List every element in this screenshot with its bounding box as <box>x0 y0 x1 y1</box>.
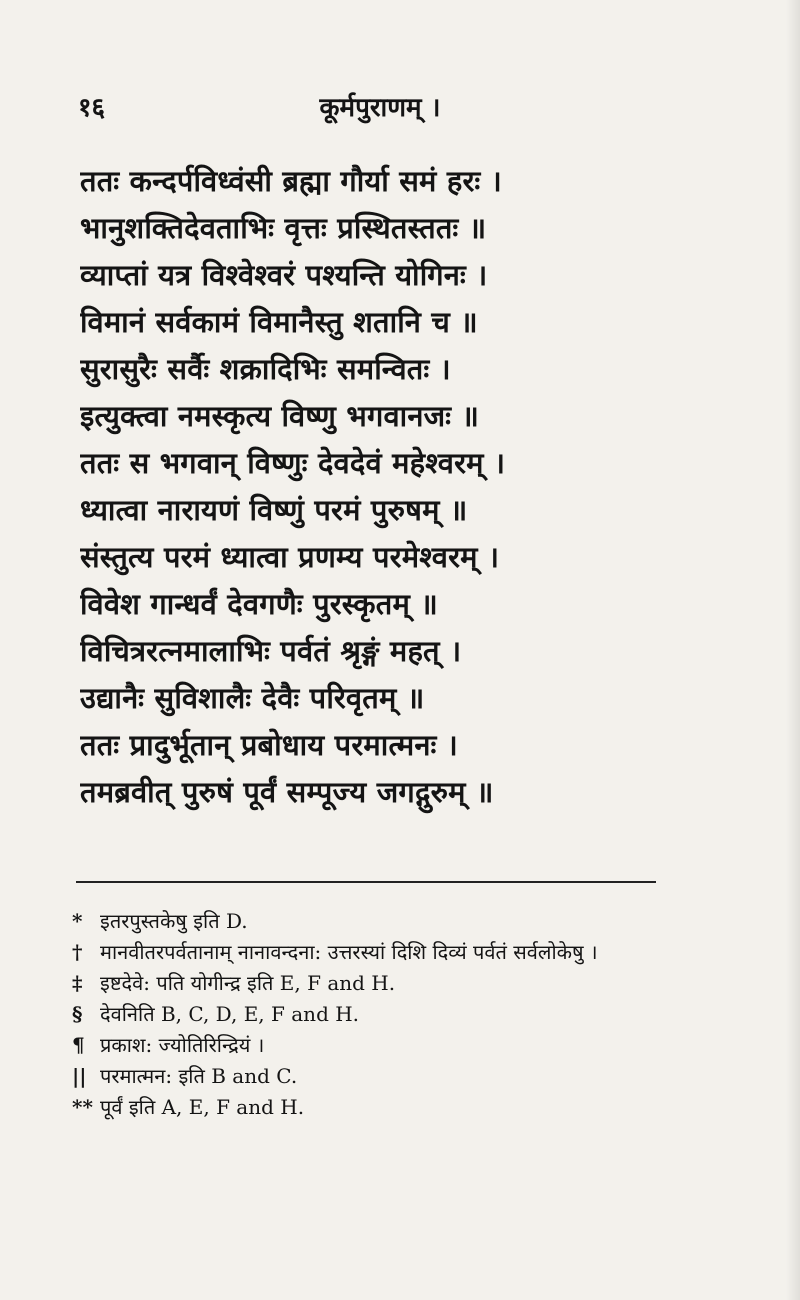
footnote-mark: § <box>72 1002 83 1026</box>
footnote <box>72 968 752 999</box>
footnote-text: पूर्वं इति A, E, F and H. <box>100 1095 305 1119</box>
verse-line: सुरासुरैः सर्वैः शक्रादिभिः समन्वितः । <box>80 352 451 386</box>
footnote <box>72 906 752 937</box>
verse-line: ततः प्रादुर्भूतान् प्रबोधाय परमात्मनः । <box>80 728 458 762</box>
verse-line: तमब्रवीत् पुरुषं पूर्वं सम्पूज्य जगद्गुरुम् ॥ <box>80 775 494 809</box>
verse-line: भानुशक्तिदेवताभिः वृत्तः प्रस्थितस्ततः ॥ <box>80 211 487 245</box>
footnote <box>72 937 752 968</box>
page-edge-shadow <box>786 0 800 1300</box>
footnote <box>72 1092 752 1123</box>
verse-line: विवेश गान्धर्वं देवगणैः पुरस्कृतम् ॥ <box>80 587 438 621</box>
footnote-text: इतरपुस्तकेषु इति D. <box>100 909 248 933</box>
footnote-text: परमात्मन: इति B and C. <box>100 1064 298 1088</box>
footnote-mark: ¶ <box>72 1033 85 1057</box>
footnote-mark: || <box>72 1064 87 1088</box>
footnote <box>72 1030 752 1061</box>
verse-line: विचित्ररत्नमालाभिः पर्वतं श्रृङ्गं महत् । <box>80 634 462 668</box>
verse-line: ततः स भगवान् विष्णुः देवदेवं महेश्वरम् । <box>80 446 506 480</box>
verse-line: विमानं सर्वकामं विमानैस्तु शतानि च ॥ <box>80 305 478 339</box>
footnote-mark: * <box>72 909 83 933</box>
verse-block <box>80 158 640 816</box>
footnote-text: मानवीतरपर्वतानाम् नानावन्दना: उत्तरस्यां दिशि दिव्यं पर्वतं सर्वलोकेषु । <box>100 940 598 964</box>
footnote-text: देवनिति B, C, D, E, F and H. <box>100 1002 360 1026</box>
verse-line: ध्यात्वा नारायणं विष्णुं परमं पुरुषम् ॥ <box>80 493 468 527</box>
verse-line: उद्यानैः सुविशालैः देवैः परिवृतम् ॥ <box>80 681 425 715</box>
verse-line: इत्युक्त्वा नमस्कृत्य विष्णु भगवानजः ॥ <box>80 399 480 433</box>
footnote-mark: † <box>72 940 83 964</box>
footnote-text: प्रकाश: ज्योतिरिन्द्रियं । <box>100 1033 265 1057</box>
running-head <box>60 88 700 128</box>
footnote <box>72 999 752 1030</box>
running-title: कूर्मपुराणम् । <box>319 93 441 123</box>
verse-line: व्याप्तां यत्र विश्वेश्वरं पश्यन्ति योगिनः । <box>80 258 488 292</box>
footnote-mark: ‡ <box>72 971 83 995</box>
footnote-mark: ** <box>72 1095 93 1119</box>
footnotes <box>72 906 752 1123</box>
footnote-divider <box>76 881 656 883</box>
footnote <box>72 1061 752 1092</box>
page-number: १६ <box>78 93 106 123</box>
footnote-text: इष्टदेवे: पति योगीन्द्र इति E, F and H. <box>100 971 396 995</box>
verse-line: ततः कन्दर्पविध्वंसी ब्रह्मा गौर्या समं हरः । <box>80 164 502 198</box>
verse-line: संस्तुत्य परमं ध्यात्वा प्रणम्य परमेश्वरम् । <box>80 540 500 574</box>
